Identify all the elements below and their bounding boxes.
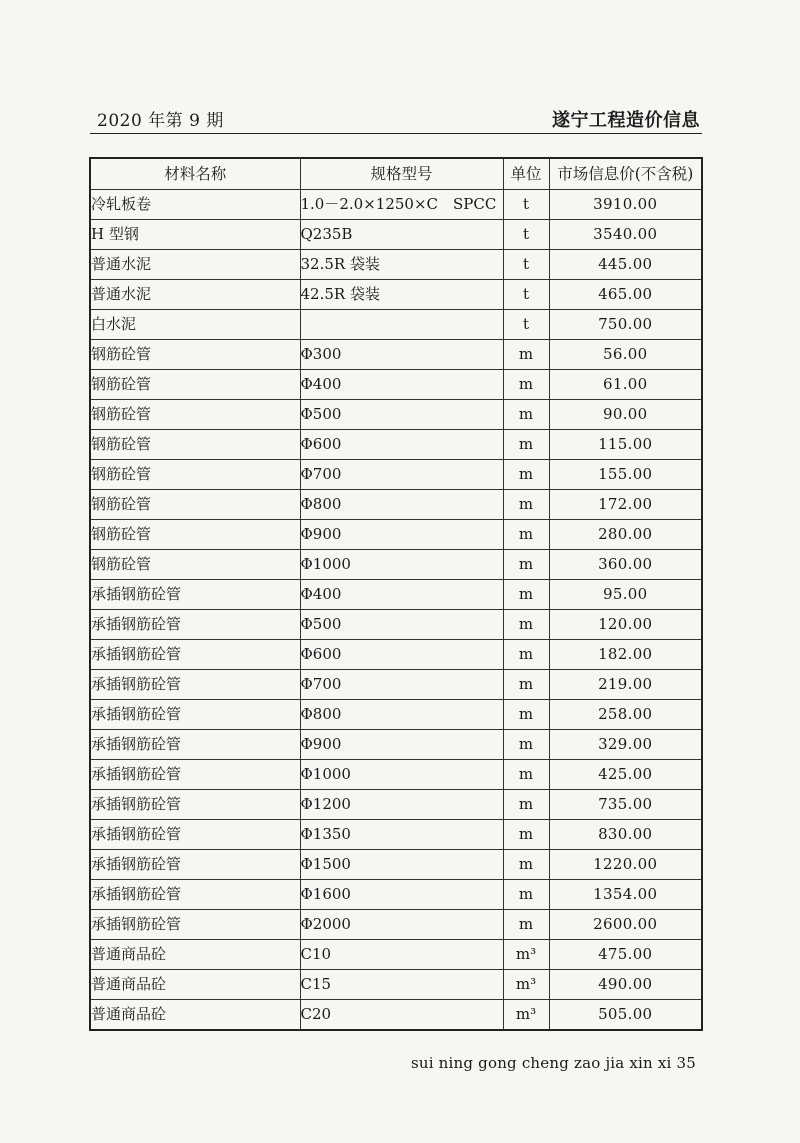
price-cell: 425.00: [549, 760, 702, 790]
table-row: [90, 400, 702, 430]
unit-cell: t: [503, 250, 549, 280]
price-cell: 182.00: [549, 640, 702, 670]
table-row: [90, 520, 702, 550]
publication-title: 遂宁工程造价信息: [552, 110, 700, 131]
specification-cell: Φ1200: [300, 790, 503, 820]
unit-cell: t: [503, 310, 549, 340]
header-divider: [90, 133, 702, 134]
price-cell: 155.00: [549, 460, 702, 490]
table-row: [90, 370, 702, 400]
price-cell: 505.00: [549, 1000, 702, 1031]
material-name-cell: 普通水泥: [90, 280, 300, 310]
table-row: [90, 790, 702, 820]
price-cell: 280.00: [549, 520, 702, 550]
table-row: [90, 760, 702, 790]
material-name-cell: 钢筋砼管: [90, 370, 300, 400]
specification-cell: Φ800: [300, 700, 503, 730]
table-row: [90, 850, 702, 880]
price-cell: 219.00: [549, 670, 702, 700]
material-name-cell: 普通商品砼: [90, 940, 300, 970]
table-row: [90, 430, 702, 460]
price-table: [89, 157, 703, 1031]
specification-cell: C15: [300, 970, 503, 1000]
price-cell: 61.00: [549, 370, 702, 400]
specification-cell: Φ400: [300, 370, 503, 400]
material-name-cell: 钢筋砼管: [90, 520, 300, 550]
specification-cell: Φ1000: [300, 760, 503, 790]
specification-cell: 32.5R 袋装: [300, 250, 503, 280]
price-cell: 750.00: [549, 310, 702, 340]
column-header-specification: 规格型号: [300, 158, 503, 190]
specification-cell: Φ500: [300, 610, 503, 640]
specification-cell: Φ300: [300, 340, 503, 370]
table-row: [90, 910, 702, 940]
page-footer: sui ning gong cheng zao jia xin xi 35: [410, 1054, 696, 1072]
table-row: [90, 580, 702, 610]
material-name-cell: 承插钢筋砼管: [90, 910, 300, 940]
price-cell: 56.00: [549, 340, 702, 370]
material-name-cell: 普通水泥: [90, 250, 300, 280]
material-name-cell: 白水泥: [90, 310, 300, 340]
material-name-cell: 承插钢筋砼管: [90, 760, 300, 790]
unit-cell: t: [503, 220, 549, 250]
material-name-cell: 钢筋砼管: [90, 460, 300, 490]
price-cell: 3910.00: [549, 190, 702, 220]
issue-label: 2020 年第 9 期: [97, 111, 224, 131]
table-row: [90, 250, 702, 280]
unit-cell: m: [503, 670, 549, 700]
specification-cell: Φ2000: [300, 910, 503, 940]
column-header-market-price: 市场信息价(不含税): [549, 158, 702, 190]
specification-cell: Φ400: [300, 580, 503, 610]
specification-cell: Φ900: [300, 520, 503, 550]
specification-cell: Φ1600: [300, 880, 503, 910]
price-cell: 465.00: [549, 280, 702, 310]
material-name-cell: H 型钢: [90, 220, 300, 250]
table-row: [90, 190, 702, 220]
unit-cell: m: [503, 730, 549, 760]
price-cell: 2600.00: [549, 910, 702, 940]
unit-cell: m: [503, 520, 549, 550]
material-name-cell: 承插钢筋砼管: [90, 580, 300, 610]
column-header-material-name: 材料名称: [90, 158, 300, 190]
specification-cell: C20: [300, 1000, 503, 1031]
unit-cell: m: [503, 790, 549, 820]
price-cell: 95.00: [549, 580, 702, 610]
material-name-cell: 承插钢筋砼管: [90, 610, 300, 640]
unit-cell: m: [503, 340, 549, 370]
material-name-cell: 承插钢筋砼管: [90, 880, 300, 910]
unit-cell: m: [503, 370, 549, 400]
unit-cell: m: [503, 400, 549, 430]
specification-cell: Φ700: [300, 460, 503, 490]
material-name-cell: 承插钢筋砼管: [90, 790, 300, 820]
unit-cell: m: [503, 430, 549, 460]
price-cell: 172.00: [549, 490, 702, 520]
table-row: [90, 880, 702, 910]
unit-cell: m: [503, 820, 549, 850]
material-name-cell: 承插钢筋砼管: [90, 820, 300, 850]
unit-cell: m³: [503, 940, 549, 970]
specification-cell: 1.0－2.0×1250×C SPCC: [300, 190, 503, 220]
price-cell: 1354.00: [549, 880, 702, 910]
material-name-cell: 承插钢筋砼管: [90, 670, 300, 700]
specification-cell: Φ900: [300, 730, 503, 760]
specification-cell: 42.5R 袋装: [300, 280, 503, 310]
table-row: [90, 1000, 702, 1031]
table-row: [90, 280, 702, 310]
specification-cell: Φ600: [300, 430, 503, 460]
material-name-cell: 承插钢筋砼管: [90, 850, 300, 880]
material-name-cell: 普通商品砼: [90, 1000, 300, 1031]
specification-cell: Φ1500: [300, 850, 503, 880]
table-row: [90, 700, 702, 730]
price-cell: 115.00: [549, 430, 702, 460]
material-name-cell: 钢筋砼管: [90, 340, 300, 370]
specification-cell: Φ800: [300, 490, 503, 520]
unit-cell: m: [503, 760, 549, 790]
price-cell: 735.00: [549, 790, 702, 820]
table-body: [90, 190, 702, 1031]
material-name-cell: 普通商品砼: [90, 970, 300, 1000]
unit-cell: m: [503, 640, 549, 670]
material-name-cell: 承插钢筋砼管: [90, 700, 300, 730]
table-row: [90, 490, 702, 520]
unit-cell: m: [503, 880, 549, 910]
table-row: [90, 940, 702, 970]
table-row: [90, 340, 702, 370]
price-cell: 329.00: [549, 730, 702, 760]
price-cell: 90.00: [549, 400, 702, 430]
table-row: [90, 310, 702, 340]
table-row: [90, 550, 702, 580]
unit-cell: m: [503, 460, 549, 490]
unit-cell: m: [503, 850, 549, 880]
unit-cell: m: [503, 700, 549, 730]
material-name-cell: 冷轧板卷: [90, 190, 300, 220]
specification-cell: C10: [300, 940, 503, 970]
price-cell: 475.00: [549, 940, 702, 970]
column-header-unit: 单位: [503, 158, 549, 190]
unit-cell: m: [503, 910, 549, 940]
table-row: [90, 730, 702, 760]
table-row: [90, 640, 702, 670]
material-name-cell: 承插钢筋砼管: [90, 730, 300, 760]
price-cell: 258.00: [549, 700, 702, 730]
material-name-cell: 钢筋砼管: [90, 490, 300, 520]
table-row: [90, 670, 702, 700]
price-cell: 490.00: [549, 970, 702, 1000]
price-cell: 120.00: [549, 610, 702, 640]
specification-cell: Φ1000: [300, 550, 503, 580]
unit-cell: m³: [503, 970, 549, 1000]
price-cell: 445.00: [549, 250, 702, 280]
specification-cell: Q235B: [300, 220, 503, 250]
unit-cell: m: [503, 550, 549, 580]
unit-cell: t: [503, 280, 549, 310]
price-cell: 1220.00: [549, 850, 702, 880]
price-cell: 3540.00: [549, 220, 702, 250]
specification-cell: Φ1350: [300, 820, 503, 850]
unit-cell: m: [503, 490, 549, 520]
table-header-row: [90, 158, 702, 190]
table-row: [90, 820, 702, 850]
material-name-cell: 钢筋砼管: [90, 430, 300, 460]
table-row: [90, 610, 702, 640]
table-row: [90, 970, 702, 1000]
unit-cell: m³: [503, 1000, 549, 1031]
specification-cell: [300, 310, 503, 340]
price-cell: 360.00: [549, 550, 702, 580]
specification-cell: Φ500: [300, 400, 503, 430]
unit-cell: m: [503, 610, 549, 640]
price-cell: 830.00: [549, 820, 702, 850]
table-row: [90, 220, 702, 250]
table-row: [90, 460, 702, 490]
specification-cell: Φ600: [300, 640, 503, 670]
unit-cell: m: [503, 580, 549, 610]
material-name-cell: 钢筋砼管: [90, 400, 300, 430]
unit-cell: t: [503, 190, 549, 220]
material-name-cell: 承插钢筋砼管: [90, 640, 300, 670]
material-name-cell: 钢筋砼管: [90, 550, 300, 580]
specification-cell: Φ700: [300, 670, 503, 700]
